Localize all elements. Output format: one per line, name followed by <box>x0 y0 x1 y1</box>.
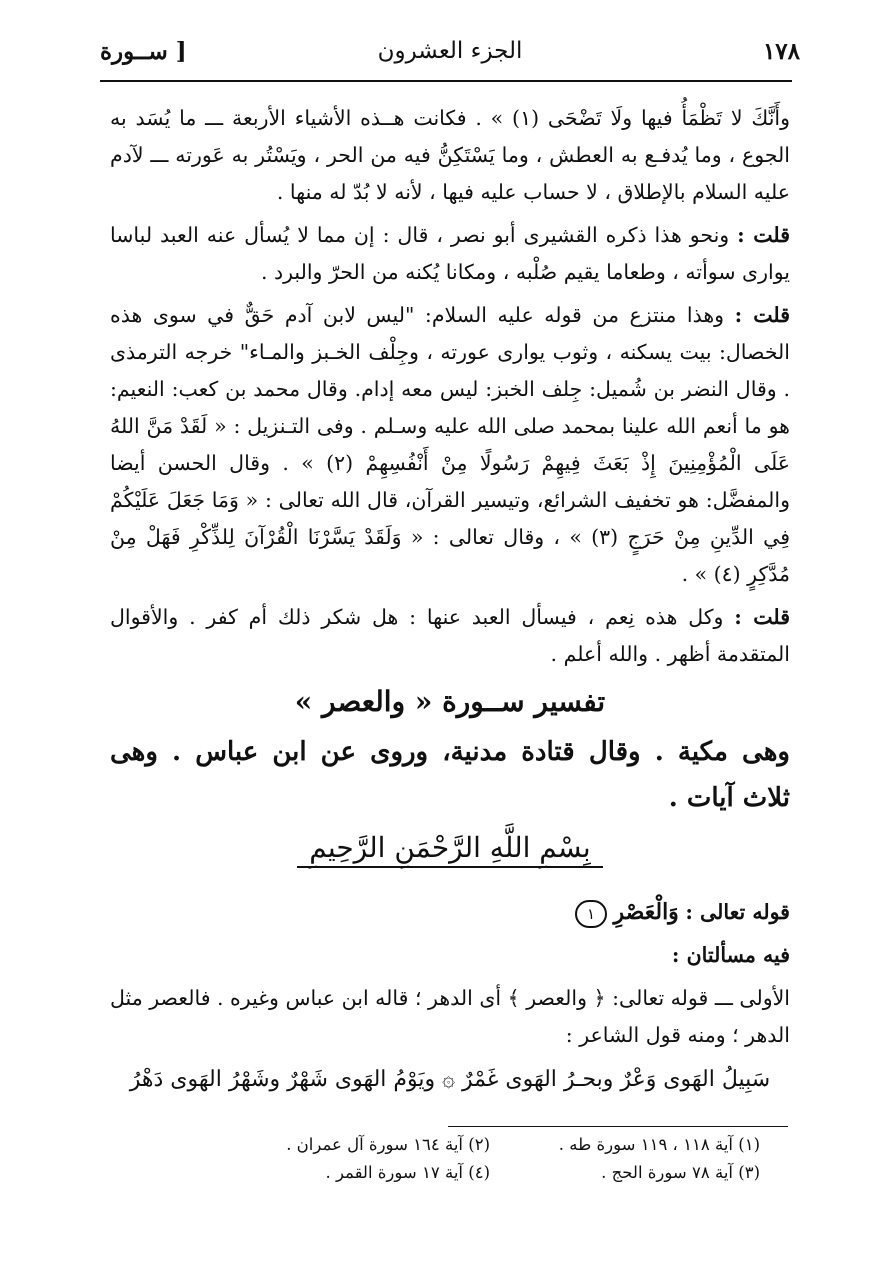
footnote-rule <box>448 1126 788 1127</box>
ayah-number-marker: ١ <box>575 900 607 928</box>
footnote-3: (٣) آية ٧٨ سورة الحج . <box>601 1163 760 1182</box>
paragraph-1: وأَنَّكَ لا تَظْمَأُ فيها ولَا تَضْحَى (١) » . فكانت هــذه الأشياء الأربعة ـــ ما يُسَد به الجوع ، وما يُدفـع به العطش ، وما يَسْتَكِنُّ فيه من الحر ، ويَسْتُر به عَورته ـــ لآدم عليه السلام بالإطلاق ، لا حساب عليه فيها ، لأنه لا بُدّ له منها . <box>110 106 791 204</box>
qultu-label: قلت : <box>737 223 790 247</box>
verse-label: قوله تعالى : <box>685 900 790 924</box>
footnotes <box>220 1132 760 1186</box>
basmala-text: بِسْمِ اللَّهِ الرَّحْمَنِ الرَّحِيمِ <box>297 831 602 868</box>
footnote-1: (١) آية ١١٨ ، ١١٩ سورة طه . <box>558 1135 760 1154</box>
header-rule <box>100 80 792 82</box>
surah-label: [ ســورة <box>100 38 187 65</box>
surah-title: تفسير ســورة « والعصر » <box>294 685 606 718</box>
paragraph-2 <box>110 217 790 291</box>
paragraph-4-text: وكل هذه نِعم ، فيسأل العبد عنها : هل شكر ذلك أم كفر . والأقوال المتقدمة أظهر . والله أعلم . <box>110 605 790 666</box>
paragraph-3-text: وهذا منتزع من قوله عليه السلام: "ليس لابن آدم حَقٌّ في سوى هذه الخصال: بيت يسكنه ، وثوب يوارى عورته ، وجِلْف الخـبز والمـاء" خرجه الترمذى . وقال النضر بن شُميل: جِلف الخبز: ليس معه إدام. وقال محمد بن كعب: النعيم: هو ما أنعم الله علينا بمحمد صلى الله عليه وسـلم . وفى التـنزيل : « لَقَدْ مَنَّ اللهُ عَلَى الْمُؤْمِنِينَ إِذْ بَعَثَ فِيهِمْ رَسُولًا مِنْ أَنْفُسِهِمْ (٢) » . وقال الحسن أيضا والمفضَّل: هو تخفيف الشرائع، وتيسير القرآن، قال الله تعالى : « وَمَا جَعَلَ عَلَيْكُمْ فِي الدِّينِ مِنْ حَرَجٍ (٣) » ، وقال تعالى : « وَلَقَدْ يَسَّرْنَا الْقُرْآنَ لِلذِّكْرِ فَهَلْ مِنْ مُدَّكِرٍ (٤) » . <box>110 303 791 586</box>
poem-verse: سَبِيلُ الهَوى وَعْرٌ وبحـرُ الهَوى غَمْرٌ ۞ ويَوْمُ الهَوى شَهْرٌ وشَهْرُ الهَوى دَهْرُ <box>129 1067 771 1092</box>
paragraph-4 <box>110 599 790 673</box>
issues-heading: فيه مسألتان : <box>671 943 790 967</box>
paragraph-3 <box>110 297 790 593</box>
verse-text: وَالْعَصْرِ <box>613 899 679 925</box>
qultu-label: قلت : <box>734 303 790 327</box>
paragraph-2-text: ونحو هذا ذكره القشيرى أبو نصر ، قال : إن مما لا يُسأل عنه العبد لباسا يوارى سوأته ، وطعاما يقيم صُلْبه ، ومكانا يُكنه من الحرّ والبرد . <box>110 223 790 284</box>
qultu-label: قلت : <box>734 605 791 629</box>
basmala <box>110 831 790 868</box>
surah-intro: وهى مكية . وقال قتادة مدنية، وروى عن ابن عباس . وهى ثلاث آيات . <box>110 737 790 813</box>
footnote-2: (٢) آية ١٦٤ سورة آل عمران . <box>286 1135 490 1154</box>
footnote-4: (٤) آية ١٧ سورة القمر . <box>325 1163 490 1182</box>
page-number: ١٧٨ <box>762 38 800 65</box>
page-body <box>110 100 790 1100</box>
verse-line <box>110 894 790 931</box>
page-header <box>100 38 800 82</box>
running-title: الجزء العشرون <box>377 38 523 64</box>
first-issue: الأولى ـــ قوله تعالى: ﴿ والعصر ﴾ أى الدهر ؛ قاله ابن عباس وغيره . فالعصر مثل الدهر ؛ ومنه قول الشاعر : <box>110 986 790 1047</box>
